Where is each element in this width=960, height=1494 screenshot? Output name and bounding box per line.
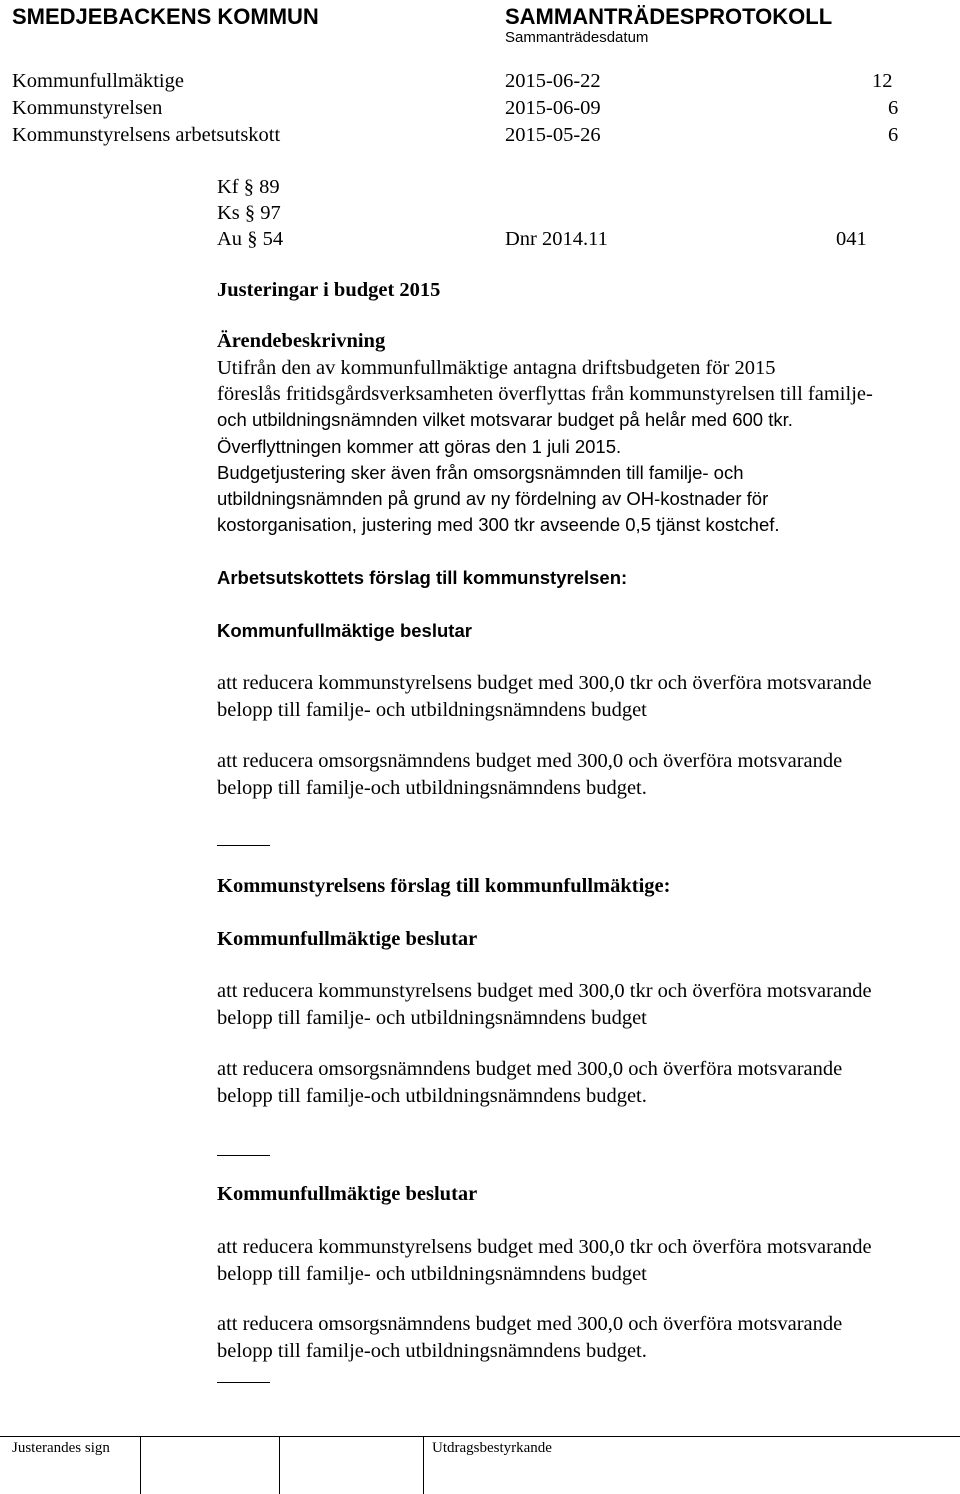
dnr-label: Dnr 2014.11 [505, 228, 608, 250]
document-type: SAMMANTRÄDESPROTOKOLL [505, 4, 833, 29]
text-line: att reducera kommunstyrelsens budget med 300,0 tkr och överföra motsvarande [217, 1236, 872, 1258]
text-line: kostorganisation, justering med 300 tkr avseende 0,5 tjänst kostchef. [217, 514, 780, 536]
org-name: SMEDJEBACKENS KOMMUN [12, 4, 319, 29]
au-proposal-heading: Arbetsutskottets förslag till kommunstyrelsen: [217, 567, 628, 588]
date-label: Sammanträdesdatum [505, 29, 649, 46]
text-line: Överflyttningen kommer att göras den 1 juli 2015. [217, 435, 622, 457]
text-line: Budgetjustering sker även från omsorgsnämnden till familje- och [217, 461, 744, 483]
ref-prefix: Kf [217, 176, 239, 198]
meeting-date: 2015-06-22 [505, 70, 601, 92]
text-line: belopp till familje- och utbildningsnämndens budget [217, 1006, 647, 1029]
kf-decision-item [217, 1234, 957, 1287]
text-line: belopp till familje-och utbildningsnämndens budget. [217, 1339, 647, 1362]
ref-number: 54 [262, 228, 284, 250]
text-line: belopp till familje-och utbildningsnämndens budget. [217, 1084, 647, 1107]
meeting-date: 2015-05-26 [505, 124, 601, 146]
text-line: att reducera omsorgsnämndens budget med 300,0 och överföra motsvarande [217, 1313, 843, 1335]
text-line: belopp till familje- och utbildningsnämndens budget [217, 1262, 647, 1285]
meeting-page: 6 [888, 124, 899, 146]
meeting-page: 6 [888, 97, 899, 119]
kf-decision-heading: Kommunfullmäktige beslutar [217, 1183, 478, 1205]
arende-heading: Ärendebeskrivning [217, 330, 386, 352]
section-sign: § [244, 202, 256, 224]
paragraph-ref [217, 202, 281, 225]
ks-proposal-heading: Kommunstyrelsens förslag till kommunfullmäktige: [217, 875, 671, 897]
section-divider [217, 1155, 270, 1156]
paragraph-ref [217, 228, 283, 251]
ref-number: 89 [259, 176, 280, 198]
sign-box-divider [279, 1436, 280, 1494]
meeting-date: 2015-06-09 [505, 97, 601, 119]
text-line: att reducera kommunstyrelsens budget med 300,0 tkr och överföra motsvarande [217, 980, 872, 1002]
ks-decision-heading: Kommunfullmäktige beslutar [217, 928, 478, 950]
meeting-page: 12 [872, 70, 893, 92]
section-divider [217, 845, 270, 846]
extract-label: Utdragsbestyrkande [432, 1440, 552, 1456]
text-line: Utifrån den av kommunfullmäktige antagna driftsbudgeten för 2015 [217, 357, 776, 379]
arende-body [217, 355, 957, 538]
text-line: att reducera omsorgsnämndens budget med 300,0 och överföra motsvarande [217, 750, 843, 772]
sign-box-divider [423, 1436, 424, 1494]
ks-decision-item [217, 978, 957, 1031]
text-line: utbildningsnämnden på grund av ny fördelning av OH-kostnader för [217, 488, 769, 510]
ref-number: 97 [260, 202, 281, 224]
section-sign: § [247, 228, 258, 250]
text-line: och utbildningsnämnden vilket motsvarar budget på helår med 600 tkr. [217, 409, 793, 431]
text-line: föreslås fritidsgårdsverksamheten överflyttas från kommunstyrelsen till familje- [217, 383, 873, 406]
text-line: att reducera kommunstyrelsens budget med 300,0 tkr och överföra motsvarande [217, 672, 872, 694]
text-line: belopp till familje-och utbildningsnämndens budget. [217, 776, 647, 799]
page-title: Justeringar i budget 2015 [217, 279, 441, 301]
au-decision-item [217, 748, 957, 801]
footer-rule [0, 1436, 960, 1437]
meeting-body: Kommunstyrelsen [12, 97, 163, 119]
dnr-code: 041 [836, 228, 867, 250]
section-sign: § [243, 176, 255, 198]
sign-label: Justerandes sign [12, 1440, 110, 1456]
au-decision-heading: Kommunfullmäktige beslutar [217, 620, 472, 641]
sign-box-divider [140, 1436, 141, 1494]
paragraph-ref [217, 176, 280, 199]
text-line: belopp till familje- och utbildningsnämndens budget [217, 698, 647, 721]
meeting-body: Kommunstyrelsens arbetsutskott [12, 124, 281, 146]
kf-decision-item [217, 1311, 957, 1364]
au-decision-item [217, 670, 957, 723]
section-divider [217, 1382, 270, 1383]
text-line: att reducera omsorgsnämndens budget med 300,0 och överföra motsvarande [217, 1058, 843, 1080]
ks-decision-item [217, 1056, 957, 1109]
ref-prefix: Ks [217, 202, 240, 224]
ref-prefix: Au [217, 228, 243, 250]
meeting-body: Kommunfullmäktige [12, 70, 184, 92]
